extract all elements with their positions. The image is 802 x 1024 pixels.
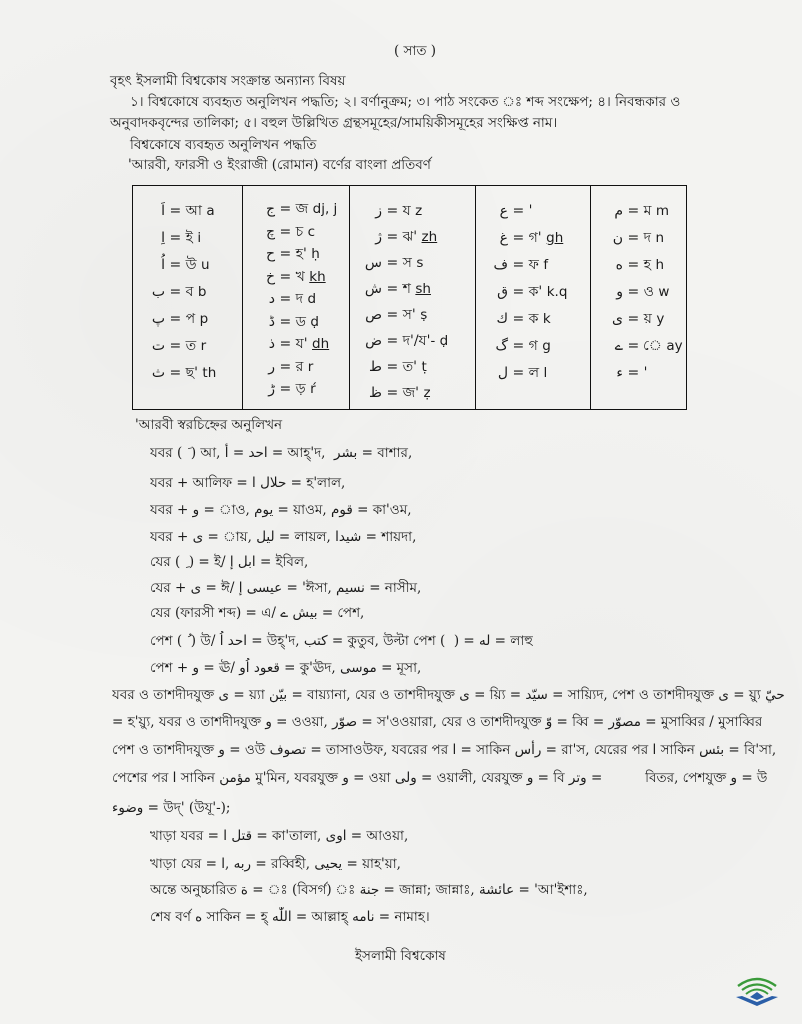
table-caption: 'আরবী, ফারসী ও ইংরাজী (রোমান) বর্ণের বাংলা প্রতিবর্ণ	[128, 157, 431, 173]
arabic-example: مصوّر	[608, 714, 641, 730]
arabic-letter: ظ	[369, 385, 382, 401]
arabic-example: يحيى	[314, 856, 343, 872]
arabic-example: و	[192, 502, 200, 518]
roman-equivalent: r	[307, 358, 314, 375]
roman-equivalent: d	[307, 291, 317, 307]
roman-equivalent: dj, j	[312, 201, 338, 217]
arabic-example: ا	[652, 742, 657, 758]
transliteration-heading: বিশ্বকোষে ব্যবহৃত অনুলিখন পদ্ধতি	[130, 137, 317, 153]
bengali-text: খাড়া যবর =	[150, 828, 224, 844]
bengali-equivalent: = আ	[169, 203, 202, 219]
bengali-text: = লায়ল,	[274, 529, 336, 545]
bengali-text: = উহ্'দ,	[246, 633, 304, 649]
bengali-text: =	[228, 445, 249, 461]
vowel-rule-line	[150, 527, 416, 547]
arabic-letter: غ	[499, 230, 508, 246]
arabic-letter: ك	[496, 311, 508, 327]
arabic-example: عيسى	[246, 580, 283, 596]
bengali-text: = লাহু	[490, 633, 533, 649]
arabic-letter: خ	[265, 268, 275, 285]
bengali-text: = 'আ'ইশাঃ,	[514, 882, 588, 898]
arabic-letter: ح	[265, 246, 275, 262]
arabic-example: و	[265, 714, 272, 730]
bengali-text: পেশ +	[150, 660, 193, 676]
vowel-rule-line	[150, 907, 430, 927]
bengali-equivalent: = খ	[279, 268, 305, 285]
vowel-rule-line	[150, 880, 588, 900]
bengali-equivalent: = জ	[279, 201, 309, 217]
bengali-text: = ায়,	[203, 529, 257, 545]
bengali-text: ) আ,	[186, 445, 225, 461]
bengali-equivalent: = উ	[169, 257, 197, 273]
roman-equivalent: kh	[309, 268, 326, 285]
bengali-text: = কা'ওম,	[352, 502, 412, 518]
arabic-example: شيدا	[335, 529, 362, 545]
arabic-example: و	[342, 770, 349, 786]
arabic-example: إ	[229, 554, 234, 570]
vowel-rule-line	[150, 578, 421, 598]
intro-paragraph: ১। বিশ্বকোষে ব্যবহৃত অনুলিখন পদ্ধতি; ২। বর্ণানুক্রম; ৩। পাঠ সংকেত ঃ শব্দ সংক্ষেপ; ৪। নিবন্ধকার ও অনুবাদকবৃন্দের তালিকা; ৫। বহুল উল্লিখিত গ্রন্থসমূহের/সাময়িকীসমূহের সংক্ষিপ্ত নাম।	[110, 94, 681, 131]
bengali-text: যের +	[150, 580, 191, 596]
bengali-text: = ওয়ালী, যেরযুক্ত	[416, 770, 527, 786]
arabic-example: ى	[192, 529, 204, 545]
arabic-letter: ى	[612, 311, 623, 327]
bengali-text: = বাশার,	[357, 445, 413, 461]
bengali-equivalent: = জ'	[386, 385, 420, 401]
vowel-rule-line	[150, 631, 533, 651]
publisher-logo-icon	[732, 970, 782, 1008]
bengali-equivalent: = ব	[169, 284, 194, 300]
bengali-text: = য়াওম,	[273, 502, 331, 518]
arabic-example: قتل	[231, 828, 253, 844]
bengali-text: যবর (	[150, 445, 187, 461]
arabic-example: حلال	[260, 475, 287, 491]
vowel-rule-line	[150, 854, 401, 874]
arabic-example: بيش	[292, 605, 318, 621]
arabic-letter: ه	[615, 257, 623, 273]
arabic-letter: پ	[151, 311, 165, 327]
arabic-example: ابل	[237, 554, 256, 570]
bengali-equivalent: = স	[386, 255, 412, 271]
arabic-letter: گ	[495, 338, 508, 354]
arabic-example: قوم	[331, 502, 353, 518]
arabic-example: سيّد	[525, 687, 548, 703]
bengali-equivalent: = প	[169, 311, 196, 327]
bengali-text: = উদ্' (উযূ'-);	[143, 800, 231, 816]
roman-equivalent: gh	[546, 230, 564, 246]
bengali-equivalent: = '	[627, 365, 648, 381]
roman-equivalent: k	[542, 311, 551, 327]
roman-equivalent: m	[655, 203, 670, 219]
arabic-example: رأس	[514, 742, 542, 758]
vowel-rule-line	[112, 685, 785, 705]
roman-equivalent: ŕ	[310, 381, 316, 397]
bengali-equivalent: = ম	[627, 203, 652, 219]
bengali-text: = াও,	[199, 502, 255, 518]
arabic-example: و	[730, 770, 738, 786]
bengali-text: = শায়দা,	[361, 529, 417, 545]
arabic-example: بئس	[699, 742, 725, 758]
arabic-example: ا	[223, 828, 228, 844]
roman-equivalent: th	[202, 365, 217, 381]
vowel-rule-line	[112, 740, 776, 760]
arabic-example: ربه	[233, 856, 252, 872]
bengali-equivalent: = গ	[512, 338, 538, 354]
bengali-text: = 'ঈসা,	[282, 580, 337, 596]
bengali-text: = য়্যি =	[469, 687, 526, 703]
arabic-example: تصوف	[269, 742, 307, 758]
roman-equivalent: z	[415, 203, 423, 219]
bengali-text: = সাকিন	[456, 742, 515, 758]
bengali-equivalent: = ক'	[512, 284, 543, 300]
roman-equivalent: ay	[666, 338, 683, 354]
bengali-text: মু'মিন, যবরযুক্ত	[250, 770, 343, 786]
footer-publication: ইসলামী বিশ্বকোষ	[355, 948, 446, 964]
roman-equivalent: c	[307, 223, 316, 240]
bengali-text: যের (ফারসী শব্দ) = এ/	[150, 605, 281, 621]
roman-equivalent: ḍ	[310, 313, 319, 330]
arabic-letter: ر	[268, 358, 275, 375]
roman-equivalent: h	[655, 257, 665, 273]
bengali-equivalent: = র	[279, 358, 304, 375]
arabic-example: اُو	[239, 660, 250, 676]
bengali-text: = ঃ (বিসর্গ) ঃ	[248, 882, 360, 898]
arabic-letter: ز	[375, 203, 382, 219]
bengali-text: যবর +	[150, 529, 193, 545]
bengali-equivalent: = ছ'	[169, 365, 198, 381]
bengali-text: = বি'সা,	[724, 742, 777, 758]
bengali-text: ) উ/	[186, 633, 220, 649]
arabic-letter: ع	[499, 203, 508, 219]
bengali-text: = কা'তালা,	[252, 828, 326, 844]
arabic-example: وّ	[545, 714, 553, 730]
arabic-example: إ	[238, 580, 243, 596]
arabic-letter: ڑ	[268, 381, 275, 397]
arabic-letter: م	[614, 203, 623, 219]
arabic-example: و	[192, 660, 200, 676]
arabic-letter: و	[616, 284, 623, 300]
arabic-example: احد	[227, 633, 247, 649]
bengali-equivalent: = ড	[279, 313, 306, 330]
bengali-equivalent: = য'	[279, 336, 308, 352]
vowel-rule-line	[112, 768, 767, 788]
arabic-example: مؤمن	[219, 770, 251, 786]
bengali-text: = মুসাব্বির / মুসাব্বির	[640, 714, 763, 730]
arabic-example: جنة	[359, 882, 380, 898]
roman-equivalent: dh	[312, 336, 330, 352]
arabic-example: احد	[248, 445, 268, 461]
vowel-rule-line	[150, 603, 364, 623]
bengali-text: যবর + আলিফ =	[150, 475, 253, 491]
bengali-text: = বায়্যানা, যের ও তাশদীদযুক্ত	[287, 687, 460, 703]
bengali-text: = ব্বি =	[552, 714, 609, 730]
roman-equivalent: ṣ	[420, 307, 428, 323]
bengali-equivalent: = ত'	[386, 359, 417, 375]
bengali-equivalent: = ল	[512, 365, 540, 381]
arabic-example: ى	[718, 687, 729, 703]
arabic-example: ى	[190, 580, 202, 596]
arabic-letter: ج	[265, 201, 275, 217]
arabic-example: وتر	[568, 770, 587, 786]
roman-equivalent: y	[656, 311, 665, 327]
roman-equivalent: w	[658, 284, 670, 300]
arabic-example: ة	[240, 882, 248, 898]
arabic-letter: چ	[265, 223, 275, 240]
bengali-equivalent: = হ'	[279, 246, 307, 262]
bengali-text: = হ'য়্যু, যবর ও তাশদীদযুক্ত	[112, 714, 266, 730]
vowel-heading: 'আরবী স্বরচিহ্নের অনুলিখন	[135, 417, 283, 433]
bengali-equivalent: = য়	[627, 311, 652, 327]
roman-equivalent: i	[197, 230, 202, 246]
roman-equivalent: f	[543, 257, 549, 273]
arabic-letter: ض	[365, 333, 382, 349]
arabic-example: صوّر	[332, 714, 358, 730]
arabic-letter: ت	[151, 338, 165, 354]
arabic-example: حيّ	[765, 687, 785, 703]
arabic-example: ى	[218, 687, 230, 703]
vowel-rule-line	[150, 552, 308, 572]
arabic-letter: ص	[365, 307, 382, 323]
bengali-text: ) = ই/	[184, 554, 230, 570]
bengali-text: = পেশ,	[317, 605, 365, 621]
bengali-text: = য়্যা	[229, 687, 270, 703]
arabic-letter: ء	[616, 365, 623, 381]
arabic-letter: اُ	[161, 257, 165, 273]
bengali-text: = কু'ঊদ,	[279, 660, 340, 676]
bengali-text: অন্তে অনুচ্চারিত	[150, 882, 241, 898]
arabic-example: له	[479, 633, 491, 649]
vowel-rule-line	[150, 826, 408, 846]
bengali-text: সাকিন	[656, 742, 700, 758]
bengali-text: = ঈ/	[201, 580, 239, 596]
arabic-letter: ے	[614, 338, 623, 354]
arabic-example: ليل	[256, 529, 275, 545]
roman-equivalent: p	[199, 311, 209, 327]
bengali-text: = উ	[737, 770, 768, 786]
arabic-example: نامه	[352, 909, 375, 925]
arabic-letter: ق	[497, 284, 508, 300]
roman-equivalent: k.q	[546, 284, 568, 300]
bengali-text: ,	[224, 856, 234, 872]
bengali-text: পেশ ও তাশদীদযুক্ত	[112, 742, 219, 758]
arabic-example: ا	[172, 770, 177, 786]
vowel-rule-line	[150, 658, 421, 678]
vowel-rule-line	[112, 712, 762, 732]
bengali-text: = য়্যু	[729, 687, 766, 703]
arabic-letter: ب	[151, 284, 165, 300]
bengali-equivalent: = দ	[627, 230, 651, 246]
bengali-text: = আহ্'দ,	[267, 445, 335, 461]
arabic-example: و	[218, 742, 225, 758]
arabic-example: اللّٰه	[272, 909, 292, 925]
bengali-text: = জান্না; জান্নাঃ,	[379, 882, 479, 898]
bengali-text: যের (	[150, 554, 185, 570]
bengali-text: = ওয়া	[348, 770, 395, 786]
bengali-text: যবর +	[150, 502, 193, 518]
roman-equivalent: ḥ	[311, 246, 320, 262]
bengali-equivalent: = ও	[627, 284, 654, 300]
bengali-text: = বি	[533, 770, 569, 786]
arabic-example: بشر	[334, 445, 358, 461]
bengali-equivalent: = ফ	[512, 257, 539, 273]
vowel-rule-line	[150, 443, 412, 463]
arabic-letter: س	[364, 255, 382, 271]
arabic-example: يوم	[254, 502, 274, 518]
arabic-example: ا	[221, 856, 225, 872]
arabic-example: بيّن	[269, 687, 288, 703]
bengali-text: = ওওয়া,	[271, 714, 333, 730]
bengali-equivalent: = হ	[627, 257, 651, 273]
bengali-text: = ঊ/	[199, 660, 240, 676]
arabic-example: وضوء	[112, 800, 144, 816]
arabic-example: عائشة	[479, 882, 515, 898]
roman-equivalent: sh	[415, 281, 431, 297]
bengali-text: = বিতর, পেশযুক্ত	[586, 770, 731, 786]
roman-equivalent: zh	[421, 229, 438, 245]
bengali-equivalent: = য	[386, 203, 411, 219]
bengali-equivalent: = ে	[627, 338, 662, 354]
arabic-letter: ش	[364, 281, 382, 297]
arabic-letter: اِ	[161, 230, 165, 246]
bengali-text: খাড়া যের =	[150, 856, 222, 872]
vowel-rule-line	[112, 798, 230, 818]
bengali-text: সাকিন = হ্	[202, 909, 273, 925]
bengali-equivalent: = শ	[386, 281, 411, 297]
bengali-equivalent: = ই	[169, 230, 193, 246]
arabic-letter: ذ	[268, 336, 275, 352]
bengali-equivalent: = ক	[512, 311, 539, 327]
bengali-text: = আওয়া,	[346, 828, 409, 844]
vowel-rule-line	[150, 500, 412, 520]
roman-equivalent: ẓ	[423, 385, 431, 401]
bengali-equivalent: = '	[512, 203, 533, 219]
arabic-example: اوى	[325, 828, 347, 844]
arabic-example: ه	[195, 909, 203, 925]
arabic-example: و	[526, 770, 534, 786]
bengali-text: = আল্লাহ্	[291, 909, 353, 925]
arabic-letter: ف	[493, 257, 508, 273]
bengali-text: = নামাহ।	[374, 909, 430, 925]
bengali-text: পেশের পর	[112, 770, 173, 786]
arabic-example: ولى	[394, 770, 417, 786]
arabic-example: كتب	[303, 633, 328, 649]
bengali-text: = তাসাওউফ, যবরের পর	[306, 742, 453, 758]
bengali-text: = স'ওওয়ারা, যের ও তাশদীদযুক্ত	[357, 714, 546, 730]
arabic-example: اُ	[219, 633, 224, 649]
roman-equivalent: u	[201, 257, 210, 273]
arabic-letter: ن	[612, 230, 623, 246]
bengali-text: = রব্বিহী,	[251, 856, 315, 872]
bengali-equivalent: = চ	[279, 223, 304, 240]
arabic-letter: ل	[497, 365, 508, 381]
section-title: বৃহৎ ইসলামী বিশ্বকোষ সংক্রান্ত অন্যান্য বিষয়	[110, 73, 346, 89]
bengali-text: = ওউ	[224, 742, 270, 758]
bengali-text: = কুতুব, উল্টা পেশ ( ) =	[327, 633, 480, 649]
arabic-letter: د	[268, 291, 275, 307]
arabic-letter: ط	[369, 359, 382, 375]
bengali-text: শেষ বর্ণ	[150, 909, 196, 925]
roman-equivalent: l	[543, 365, 548, 381]
bengali-text: = হ'লাল,	[286, 475, 346, 491]
arabic-example: قعود	[253, 660, 280, 676]
bengali-text: = মূসা,	[376, 660, 422, 676]
bengali-text: = রা'স, যেরের পর	[541, 742, 653, 758]
bengali-text: = য়াহ'য়া,	[342, 856, 401, 872]
arabic-example: ا	[452, 742, 457, 758]
roman-equivalent: r	[200, 338, 207, 354]
bengali-text: = ইবিল,	[255, 554, 309, 570]
arabic-example: أ	[224, 445, 229, 461]
bengali-equivalent: = স'	[386, 307, 416, 323]
bengali-text: সাকিন	[176, 770, 220, 786]
bengali-equivalent: = ড়	[279, 381, 306, 397]
bengali-text: পেশ (	[150, 633, 187, 649]
bengali-equivalent: = ঝ'	[386, 229, 418, 245]
bengali-text: যবর ও তাশদীদযুক্ত	[112, 687, 219, 703]
roman-equivalent: s	[416, 255, 424, 271]
bengali-equivalent: = গ'	[512, 230, 542, 246]
arabic-example: موسى	[340, 660, 377, 676]
arabic-example: نسيم	[336, 580, 365, 596]
vowel-rule-line	[150, 473, 345, 493]
roman-equivalent: ṭ	[421, 359, 427, 375]
roman-equivalent: n	[655, 230, 665, 246]
arabic-letter: ژ	[375, 229, 382, 245]
arabic-letter: اَ	[161, 203, 165, 219]
page-number: ( সাত )	[393, 43, 437, 59]
bengali-equivalent: = দ	[279, 291, 303, 307]
bengali-text: = সায়্যিদ, পেশ ও তাশদীদযুক্ত	[547, 687, 719, 703]
roman-equivalent: b	[197, 284, 207, 300]
bengali-text: = নাসীম,	[364, 580, 422, 596]
roman-equivalent: a	[206, 203, 215, 219]
arabic-letter: ڈ	[268, 313, 275, 330]
roman-equivalent: ḍ	[439, 333, 449, 349]
roman-equivalent: g	[542, 338, 551, 354]
arabic-example: ے	[280, 605, 289, 621]
bengali-equivalent: = দ'/য'-	[386, 333, 436, 349]
arabic-example: ى	[459, 687, 470, 703]
bengali-equivalent: = ত	[169, 338, 197, 354]
arabic-letter: ث	[151, 365, 165, 381]
arabic-example: ا	[252, 475, 256, 491]
